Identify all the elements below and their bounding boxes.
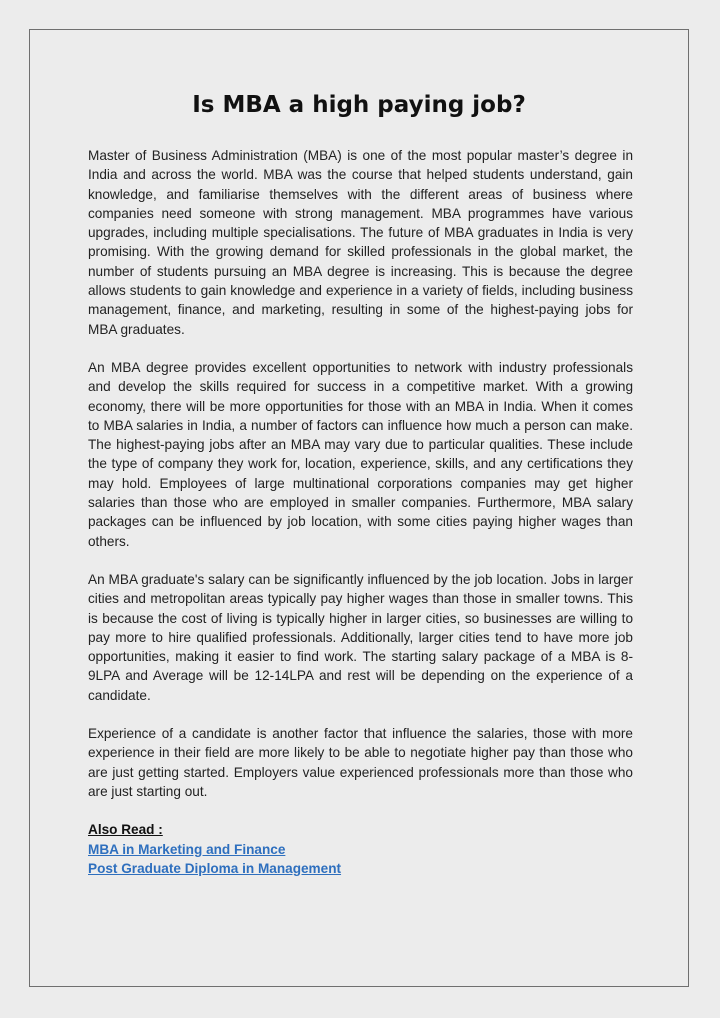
also-read-section <box>88 820 633 878</box>
paragraph-experience: Experience of a candidate is another factor that influence the salaries, those with more experience in their field are more likely to be able to negotiate higher pay than those who are just getting started. Employers value experienced professionals more than those who are just starting out. <box>88 726 633 799</box>
page-title: Is MBA a high paying job? <box>192 92 526 118</box>
link-mba-marketing-finance[interactable]: MBA in Marketing and Finance <box>88 841 286 857</box>
also-read-heading: Also Read : <box>88 822 163 838</box>
paragraph-opportunities: An MBA degree provides excellent opportunities to network with industry professionals and develop the skills required for success in a competitive market. With a growing economy, there will be more opportunities for those with an MBA in India. When it comes to MBA salaries in India, a number of factors can influence how much a person can make. The highest-paying jobs after an MBA may vary due to particular qualities. These include the type of company they work for, location, experience, skills, and any certifications they may hold. Employees of large multinational corporations companies may get higher salaries than those who are employed in smaller companies. Furthermore, MBA salary packages can be influenced by job location, with some cities paying higher wages than others. <box>88 359 633 549</box>
document-page <box>29 29 689 987</box>
article-body <box>88 146 633 878</box>
link-pgdm[interactable]: Post Graduate Diploma in Management <box>88 860 342 876</box>
paragraph-intro: Master of Business Administration (MBA) is one of the most popular master’s degree in India and across the world. MBA was the course that helped students understand, gain knowledge, and familiarise themselves with the different areas of business where companies need someone with strong management. MBA programmes have various upgrades, including multiple specialisations. The future of MBA graduates in India is very promising. With the growing demand for skilled professionals in the global market, the number of students pursuing an MBA degree is increasing. This is because the degree allows students to gain knowledge and experience in a variety of fields, including business management, finance, and marketing, resulting in some of the highest-paying jobs for MBA graduates. <box>88 148 633 337</box>
paragraph-location: An MBA graduate's salary can be significantly influenced by the job location. Jobs in larger cities and metropolitan areas typically pay higher wages than those in smaller towns. This is because the cost of living is typically higher in larger cities, so businesses are willing to pay more to hire qualified professionals. Additionally, larger cities tend to have more job opportunities, making it easier to find work. The starting salary package of a MBA is 8-9LPA and Average will be 12-14LPA and rest will be depending on the experience of a candidate. <box>88 571 633 703</box>
